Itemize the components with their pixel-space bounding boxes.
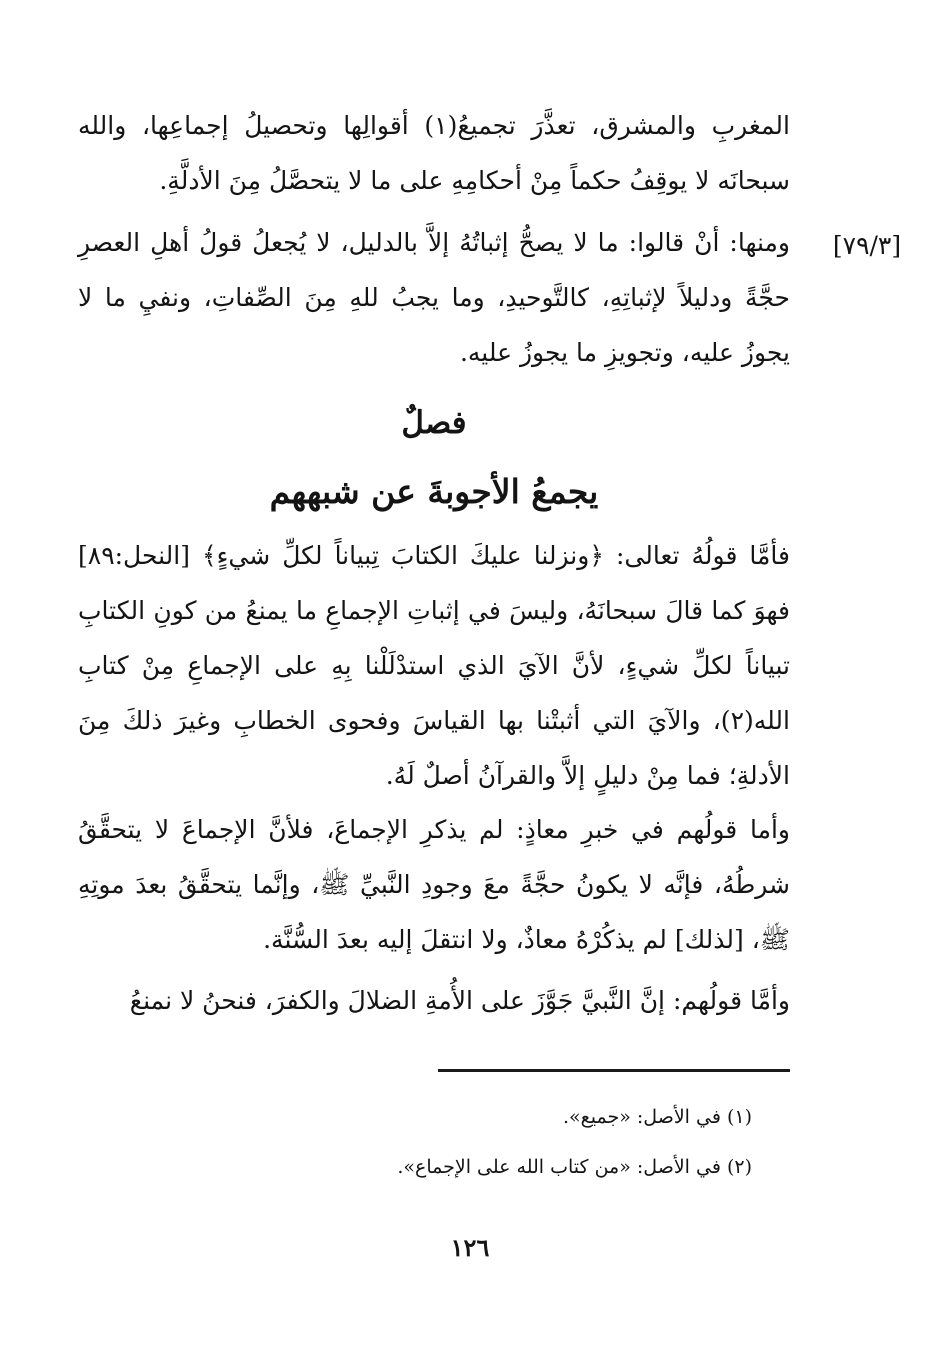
footnote-1: (١) في الأصل: «جميع». — [563, 1106, 752, 1128]
paragraph-3 — [78, 528, 790, 803]
section-subheading: يجمعُ الأجوبةَ عن شبههم — [269, 472, 599, 511]
side-reference: [٧٩/٣] — [832, 231, 902, 260]
paragraph-4-text: وأما قولُهم في خبرِ معاذٍ: لم يذكرِ الإجماعَ، فلأنَّ الإجماعَ لا يتحقَّقُ شرطُهُ، فإنَّه لا يكونُ حجَّةً معَ وجودِ النَّبيِّ ﷺ، وإنَّما يتحقَّقُ بعدَ موتِهِ ﷺ، [لذلك] لم يذكُرْهُ معاذٌ، ولا انتقلَ إليه بعدَ السُّنَّة. — [78, 815, 790, 954]
paragraph-5-text: وأمَّا قولُهم: إنَّ النَّبيَّ جَوَّزَ على الأُمةِ الضلالَ والكفرَ، فنحنُ لا نمنعُ — [129, 986, 790, 1015]
paragraph-2 — [78, 215, 790, 380]
footnotes — [78, 1092, 790, 1192]
section-heading: فصلٌ — [401, 405, 467, 441]
paragraph-4 — [78, 802, 790, 967]
footnote-2: (٢) في الأصل: «من كتاب الله على الإجماع». — [397, 1156, 752, 1178]
paragraph-1 — [78, 98, 790, 208]
paragraph-5 — [78, 973, 790, 1028]
paragraph-3-text: فأمَّا قولُهُ تعالى: ﴿ونزلنا عليكَ الكتابَ تِبياناً لكلِّ شيءٍ﴾ [النحل:٨٩] فهوَ كما قالَ سبحانَهُ، وليسَ في إثباتِ الإجماعِ ما يمنعُ من كونِ الكتابِ تبياناً لكلِّ شيءٍ، لأنَّ الآيَ الذي استدْلَلْنا بِهِ على الإجماعِ مِنْ كتابِ الله(٢)، والآيَ التي أثبتْنا بها القياسَ وفحوى الخطابِ وغيرَ ذلكَ مِنَ الأدلةِ؛ فما مِنْ دليلٍ إلاَّ والقرآنُ أصلٌ لَهُ. — [78, 541, 790, 790]
paragraph-2-text: ومنها: أنْ قالوا: ما لا يصحُّ إثباتُهُ إلاَّ بالدليل، لا يُجعلُ قولُ أهلِ العصرِ حجَّةً ودليلاً لإثباتِهِ، كالتَّوحيدِ، وما يجبُ للهِ مِنَ الصِّفاتِ، ونفيِ ما لا يجوزُ عليه، وتجويزِ ما يجوزُ عليه. — [78, 228, 790, 367]
paragraph-1-text: المغربِ والمشرق، تعذَّرَ تجميعُ(١) أقوالِها وتحصيلُ إجماعِها، والله سبحانَه لا يوقِفُ حكماً مِنْ أحكامِهِ على ما لا يتحصَّلُ مِنَ الأدلَّةِ. — [78, 111, 790, 195]
footnote-divider — [438, 1069, 790, 1072]
page-number: ١٢٦ — [450, 1233, 490, 1262]
